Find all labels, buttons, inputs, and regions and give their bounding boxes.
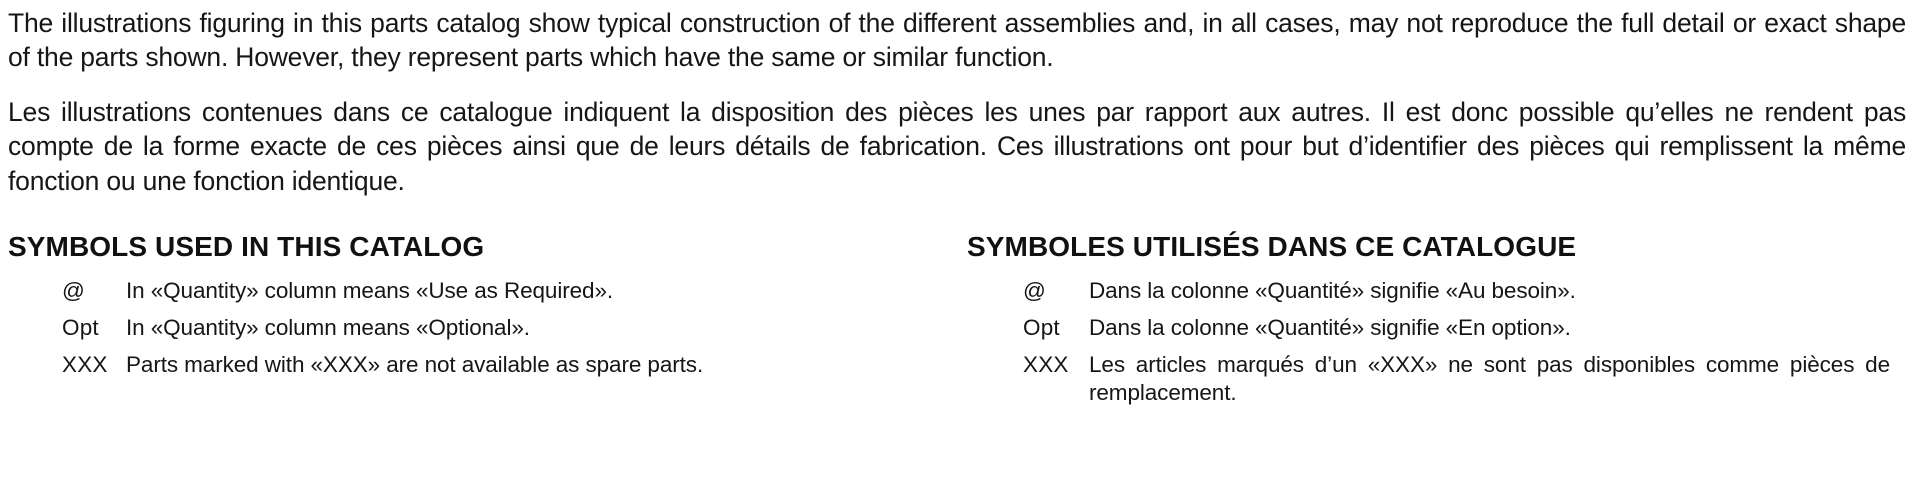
symbol-row (8, 277, 957, 305)
symbols-list-english (8, 277, 957, 379)
symbol-key: XXX (1023, 352, 1069, 378)
symbols-column-english (8, 232, 957, 407)
symbol-key: @ (1023, 277, 1047, 303)
symbol-row (8, 351, 957, 379)
symbol-description: Les articles marqués d’un «XXX» ne sont pas disponibles comme pièces de remplacement. (1089, 352, 1890, 406)
symbol-key: Opt (62, 315, 99, 341)
symbol-description: Parts marked with «XXX» are not available as spare parts. (126, 352, 704, 378)
symbol-description: Dans la colonne «Quantité» signifie «En option». (1089, 315, 1571, 341)
symbol-key: Opt (1023, 315, 1060, 341)
symbols-list-french (967, 277, 1906, 408)
symbol-description: In «Quantity» column means «Use as Required». (126, 277, 614, 303)
symbols-heading-french: SYMBOLES UTILISÉS DANS CE CATALOGUE (967, 231, 1577, 263)
symbol-row (967, 277, 1906, 305)
symbols-heading-english: SYMBOLS USED IN THIS CATALOG (8, 231, 485, 263)
symbol-key: XXX (62, 352, 108, 378)
symbol-row (967, 314, 1906, 342)
intro-paragraph-french: Les illustrations contenues dans ce catalogue indiquent la disposition des pièces les unes par rapport aux autres. Il est donc possible qu’elles ne rendent pas compte de la forme exacte de ces pièces ainsi que de leurs détails de fabrication. Ces illustrations ont pour but d’identifier des pièces qui remplissent la même fonction ou une fonction identique. (8, 96, 1906, 196)
symbols-section (8, 232, 1906, 407)
symbol-description: In «Quantity» column means «Optional». (126, 315, 530, 341)
symbol-description: Dans la colonne «Quantité» signifie «Au besoin». (1089, 277, 1576, 303)
intro-paragraph-english: The illustrations figuring in this parts catalog show typical construction of the different assemblies and, in all cases, may not reproduce the full detail or exact shape of the parts shown. However, they represent parts which have the same or similar function. (8, 8, 1906, 73)
symbols-column-french (957, 232, 1906, 407)
symbol-key: @ (62, 277, 86, 303)
symbol-row (8, 314, 957, 342)
symbol-row (967, 351, 1906, 407)
